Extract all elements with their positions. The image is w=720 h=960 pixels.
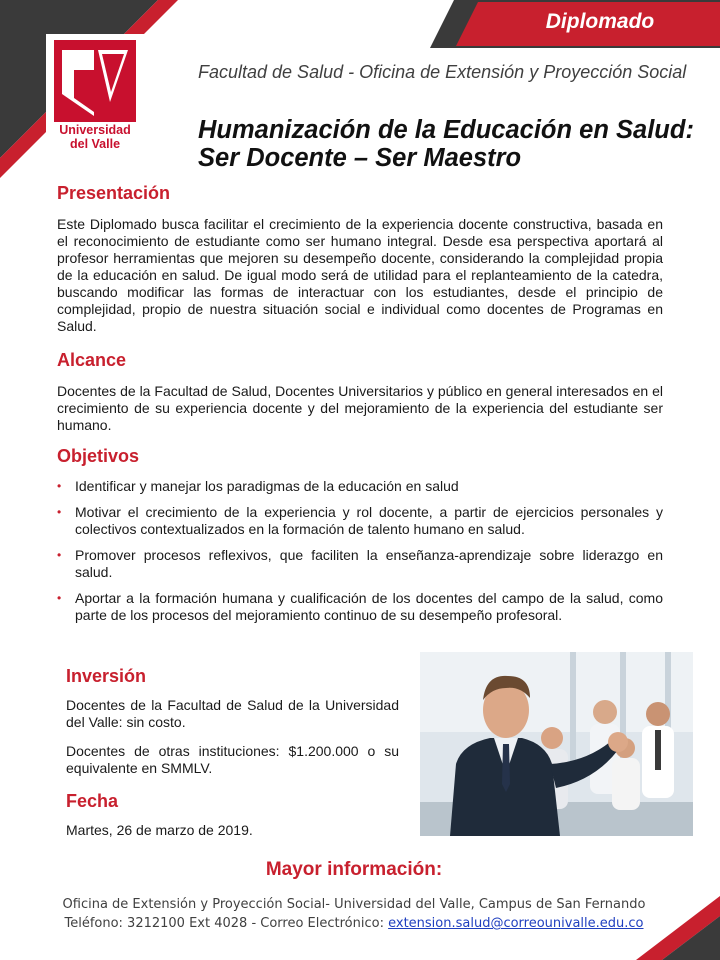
- alcance-heading: Alcance: [57, 350, 127, 370]
- fecha-heading: Fecha: [66, 791, 119, 811]
- contact-phone: Teléfono: 3212100 Ext 4028 - Correo Electrónico:: [64, 916, 389, 931]
- fecha-text: Martes, 26 de marzo de 2019.: [66, 822, 253, 838]
- alcance-text: Docentes de la Facultad de Salud, Docentes Universitarios y público en general interesados en el crecimiento de su experiencia docente y del mejoramiento de la experiencia del estudiante ser humano.: [57, 383, 663, 433]
- list-item: • Motivar el crecimiento de la experiencia y rol docente, a partir de ejercicios personales y colectivos contextualizados en la formación de talento humano en salud.: [57, 504, 663, 537]
- university-logo: [46, 34, 144, 158]
- contact-line: [0, 916, 708, 931]
- presenter-photo-illustration: [420, 652, 693, 836]
- list-item: • Promover procesos reflexivos, que faciliten la enseñanza-aprendizaje sobre liderazgo en salud.: [57, 547, 663, 580]
- bullet-icon: •: [57, 548, 62, 562]
- bullet-icon: •: [57, 479, 62, 493]
- more-info-heading: Mayor información:: [265, 859, 443, 880]
- presentacion-heading: Presentación: [57, 183, 171, 203]
- objetivos-list: [57, 478, 663, 633]
- diplomado-badge: Diplomado: [545, 10, 655, 33]
- inversion-heading: Inversión: [66, 666, 147, 686]
- logo-line-2: del Valle: [69, 137, 121, 151]
- bullet-icon: •: [57, 505, 62, 519]
- presenter-photo: [420, 652, 693, 836]
- logo-mark-icon: [54, 40, 136, 122]
- bullet-icon: •: [57, 591, 62, 605]
- inversion-line-2: Docentes de otras instituciones: $1.200.000 o su equivalente en SMMLV.: [66, 743, 399, 776]
- logo-line-1: Universidad: [59, 123, 131, 137]
- page-title: Humanización de la Educación en Salud: Ser Docente – Ser Maestro: [198, 116, 694, 172]
- contact-address: Oficina de Extensión y Proyección Social- Universidad del Valle, Campus de San Fernando: [62, 897, 646, 912]
- faculty-subtitle: Facultad de Salud - Oficina de Extensión y Proyección Social: [198, 62, 687, 82]
- list-item: • Aportar a la formación humana y cualificación de los docentes del campo de la salud, como parte de los procesos del mejoramiento continuo de su desempeño profesoral.: [57, 590, 663, 623]
- email-link[interactable]: extension.salud@correounivalle.edu.co: [388, 916, 644, 931]
- objetivos-heading: Objetivos: [57, 446, 140, 466]
- inversion-line-1: Docentes de la Facultad de Salud de la Universidad del Valle: sin costo.: [66, 697, 399, 730]
- presentacion-text: Este Diplomado busca facilitar el crecimiento de la experiencia docente constructiva, basada en el reconocimiento de estudiante como ser humano integral. Desde esa perspectiva aportará al profesor herramientas que mejoren su desempeño docente, considerando la complejidad propia de la educación en salud. De igual modo será de utilidad para el replanteamiento de la catedra, buscando modificar las formas de interactuar con los estudiantes, desde el principio de complejidad, propio de nuestra situación social e individual como docentes de Programas en Salud.: [57, 216, 663, 334]
- list-item: • Identificar y manejar los paradigmas de la educación en salud: [57, 478, 459, 494]
